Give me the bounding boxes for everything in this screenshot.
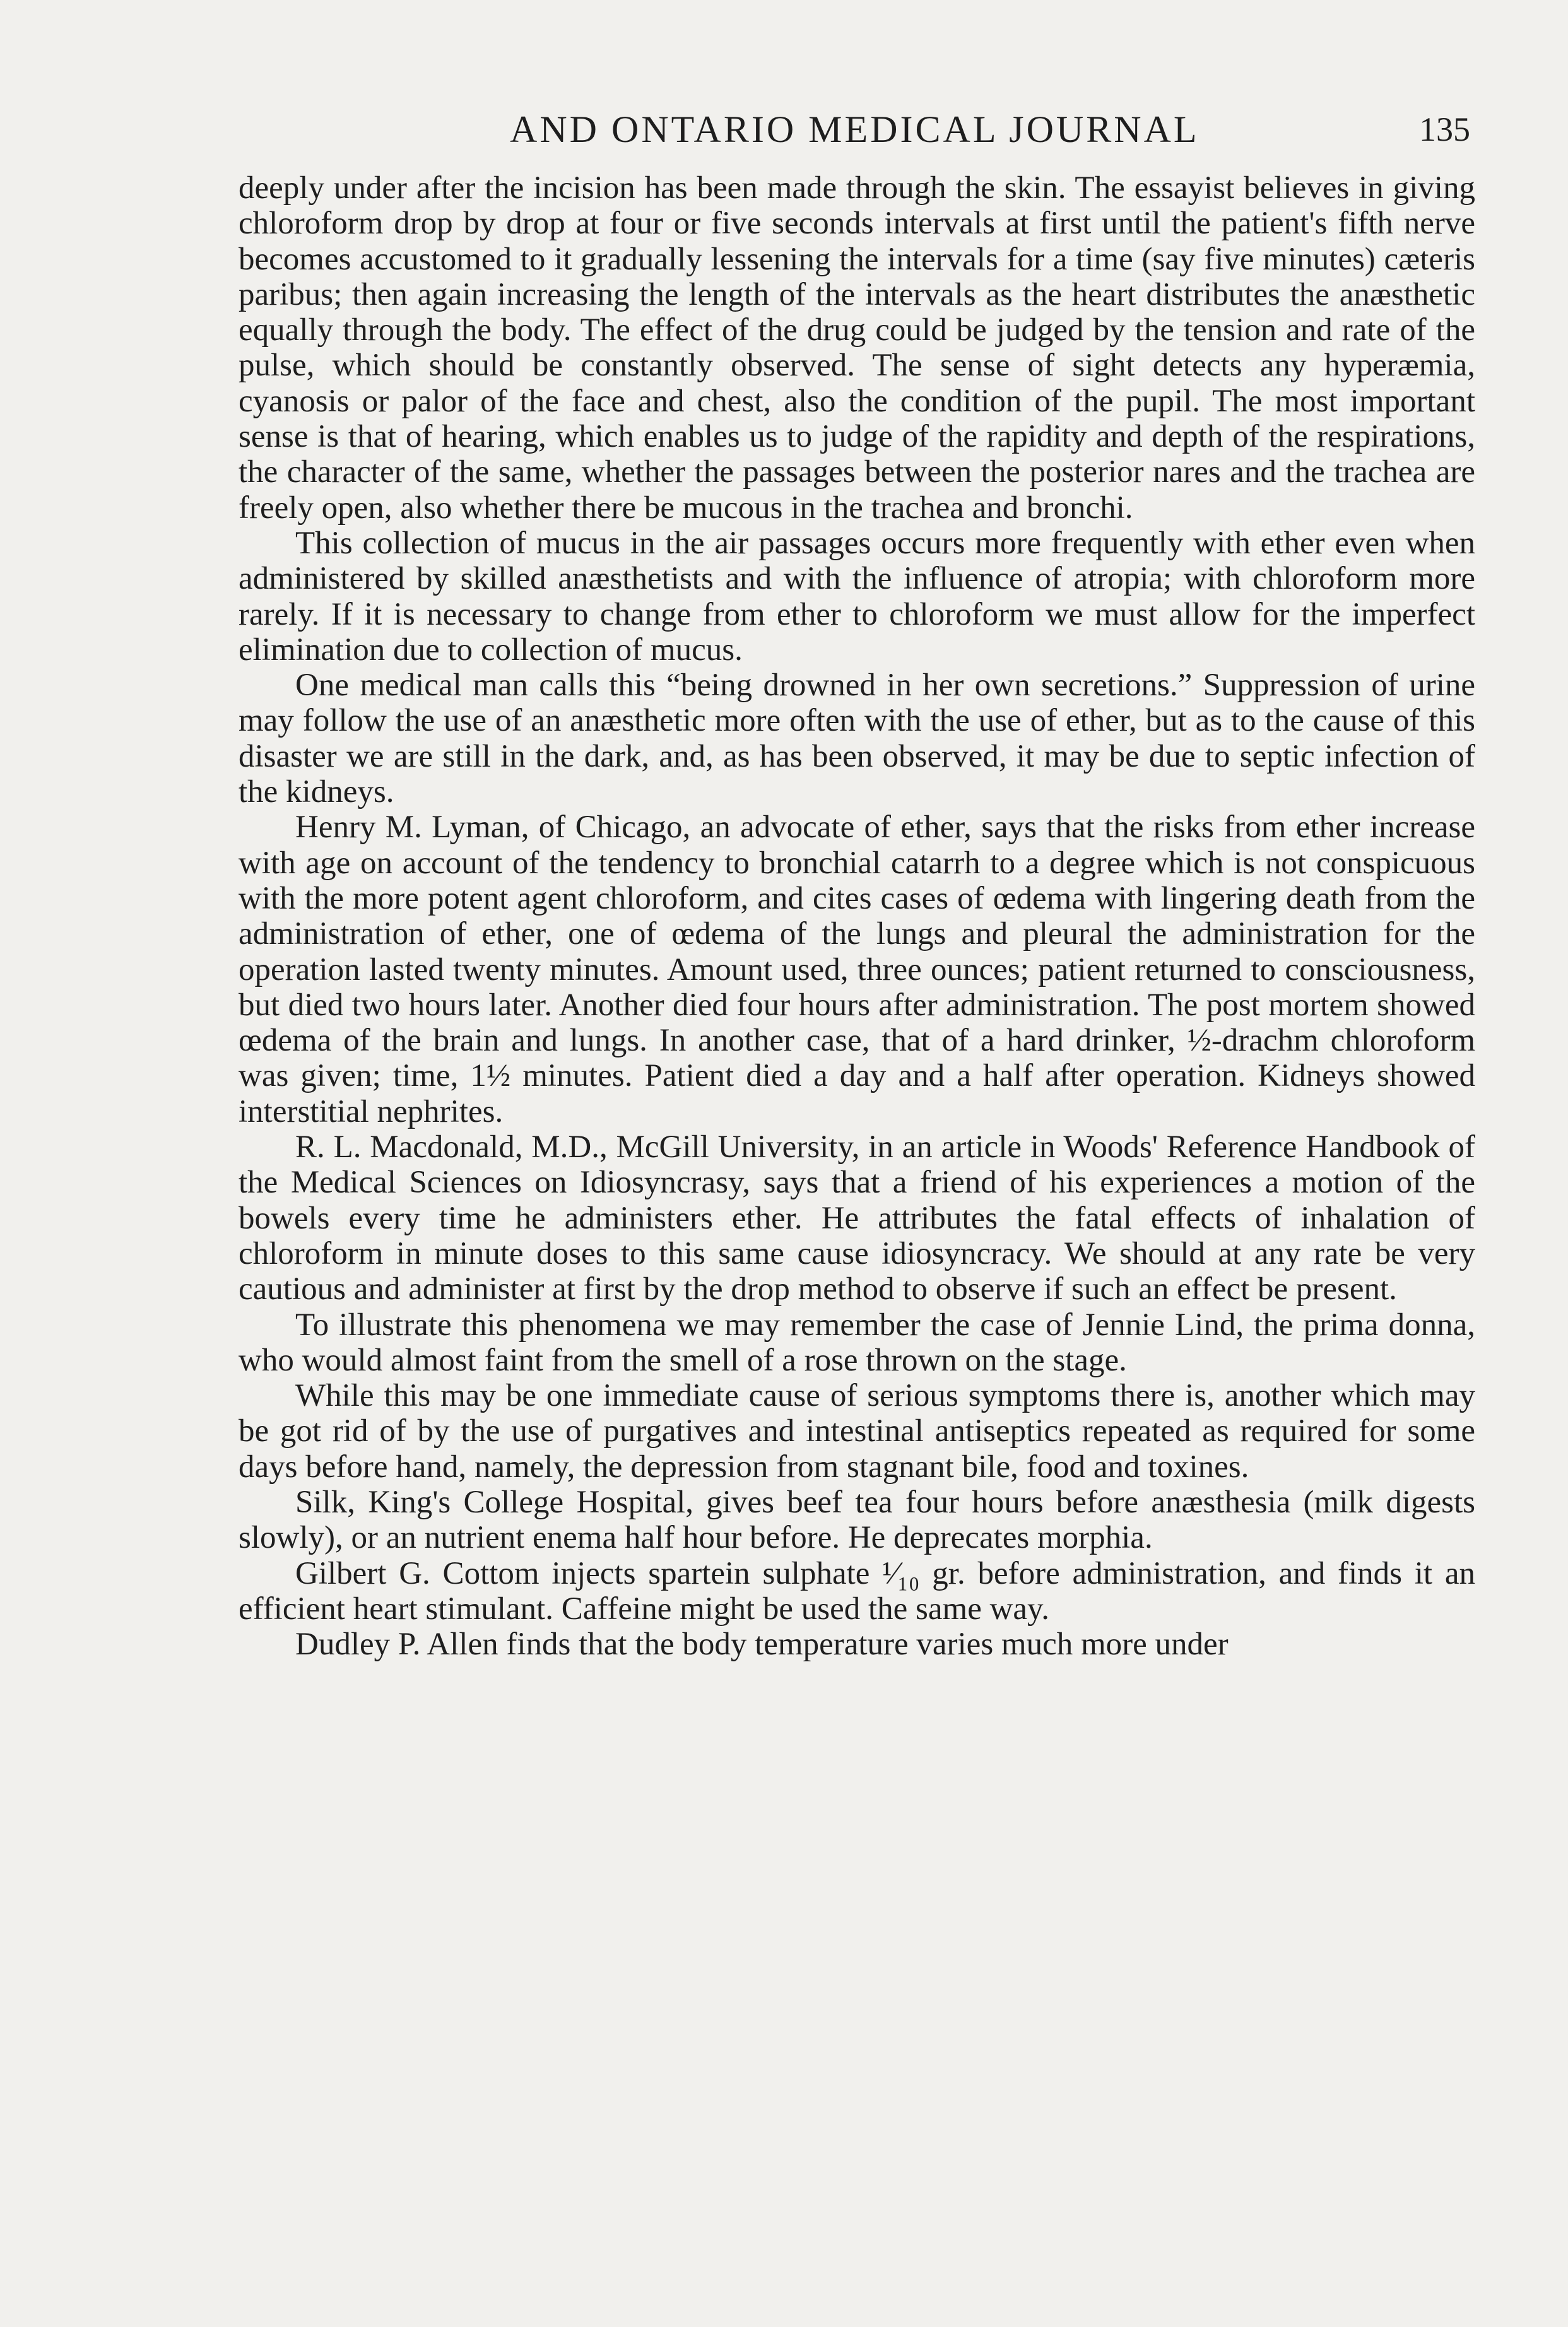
paragraph-cottom: Gilbert G. Cottom injects spartein sulphate ¹⁄₁₀ gr. before administration, and finds it an efficient heart stimulant. Caffeine might be used the same way. [239, 1555, 1475, 1627]
paragraph-drowned: One medical man calls this “being drowned in her own secretions.” Suppression of urine may follow the use of an anæsthetic more often with the use of ether, but as to the cause of this disaster we are still in the dark, and, as has been observed, it may be due to septic infection of the kidneys. [239, 668, 1475, 810]
running-head [239, 104, 1470, 155]
page-number: 135 [1419, 110, 1470, 148]
paragraph-allen: Dudley P. Allen finds that the body temperature varies much more under [295, 1627, 1229, 1663]
paragraph-mucus: This collection of mucus in the air passages occurs more frequently with ether even when administered by skilled anæsthetists and with the influence of atropia; with chloroform more rarely. If it is necessary to change from ether to chloroform we must allow for the imperfect elimination due to collection of mucus. [239, 525, 1475, 668]
paragraph-lind: To illustrate this phenomena we may remember the case of Jennie Lind, the prima donna, who would almost faint from the smell of a rose thrown on the stage. [239, 1307, 1475, 1378]
paragraph-silk: Silk, King's College Hospital, gives beef tea four hours before anæsthesia (milk digests slowly), or an nutrient enema half hour before. He deprecates morphia. [239, 1484, 1475, 1556]
paragraph-purgatives: While this may be one immediate cause of serious symptoms there is, another which may be got rid of by the use of purgatives and intestinal antiseptics repeated as required for some days before hand, namely, the depression from stagnant bile, food and toxines. [239, 1378, 1475, 1485]
paragraph-continued: deeply under after the incision has been made through the skin. The essayist believes in giving chloroform drop by drop at four or five seconds intervals at first until the patient's fifth nerve becomes accustomed to it gradually lessening the intervals for a time (say five minutes) cæteris paribus; then again increasing the length of the intervals as the heart distributes the anæsthetic equally through the body. The effect of the drug could be judged by the tension and rate of the pulse, which should be constantly observed. The sense of sight detects any hyperæmia, cyanosis or palor of the face and chest, also the condition of the pupil. The most important sense is that of hearing, which enables us to judge of the rapidity and depth of the respirations, the character of the same, whether the passages between the posterior nares and the trachea are freely open, also whether there be mucous in the trachea and bronchi. [239, 170, 1475, 526]
body-text [239, 170, 1475, 1662]
paragraph-lyman: Henry M. Lyman, of Chicago, an advocate of ether, says that the risks from ether increase with age on account of the tendency to bronchial catarrh to a degree which is not conspicuous with the more potent agent chloroform, and cites cases of œdema with lingering death from the administration of ether, one of œdema of the lungs and pleural the administration for the operation lasted twenty minutes. Amount used, three ounces; patient returned to consciousness, but died two hours later. Another died four hours after administration. The post mortem showed œdema of the brain and lungs. In another case, that of a hard drinker, ½-drachm chloroform was given; time, 1½ minutes. Patient died a day and a half after operation. Kidneys showed interstitial nephrites. [239, 810, 1475, 1129]
paragraph-macdonald: R. L. Macdonald, M.D., McGill University, in an article in Woods' Reference Handbook of the Medical Sciences on Idiosyncrasy, says that a friend of his experiences a motion of the bowels every time he administers ether. He attributes the fatal effects of inhalation of chloroform in minute doses to this same cause idiosyncracy. We should at any rate be very cautious and administer at first by the drop method to observe if such an effect be present. [239, 1129, 1475, 1307]
journal-title: AND ONTARIO MEDICAL JOURNAL [510, 109, 1200, 150]
